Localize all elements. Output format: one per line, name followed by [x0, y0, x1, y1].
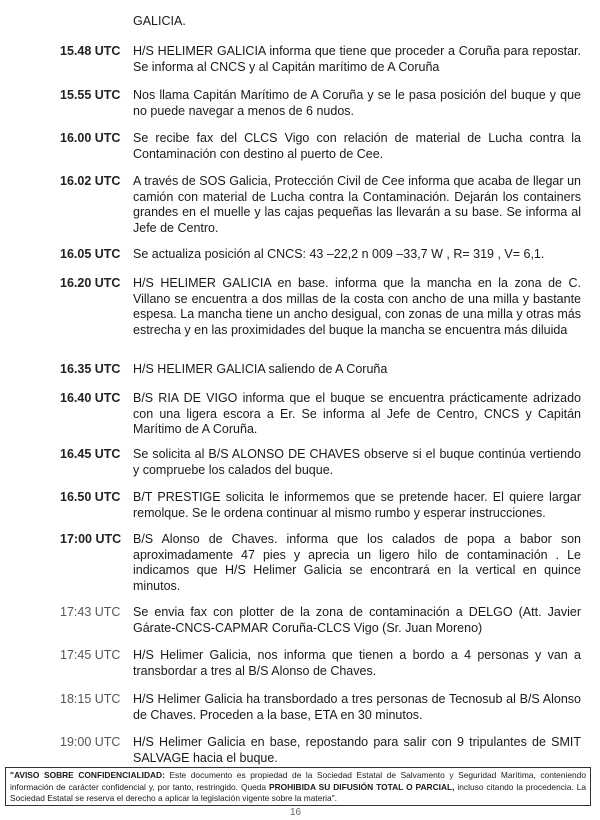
- entry-text: Se solicita al B/S ALONSO DE CHAVES observe si el buque continúa vertiendo y compruebe los calados del buque.: [133, 447, 581, 477]
- entry-time: 16.40 UTC: [60, 391, 121, 405]
- entry-time: 16.45 UTC: [60, 447, 121, 461]
- entry-text: Se envia fax con plotter de la zona de contaminación a DELGO (Att. Javier Gárate-CNCS-CAPMAR Coruña-CLCS Vigo (Sr. Juan Moreno): [133, 605, 581, 635]
- entry-time: 16.20 UTC: [60, 276, 121, 290]
- entry-text: B/S Alonso de Chaves. informa que los calados de popa a babor son aproximadamente 47 pies y aprecia un ligero hilo de contaminación . Le indicamos que H/S Helimer Galicia se encontrará en la vertical en quince minutos.: [133, 532, 581, 593]
- notice-tail: incluso citando la procedencia. La Sociedad Estatal se reserva el derecho a aplicar la legislación vigente sobre la materia".: [10, 781, 587, 803]
- entry-time: 19:00 UTC: [60, 735, 121, 749]
- page-number: 16: [290, 807, 302, 818]
- entry-text: Nos llama Capitán Marítimo de A Coruña y se le pasa posición del buque y que no puede navegar a menos de 6 nudos.: [133, 88, 581, 118]
- entry-time: 17:45 UTC: [60, 648, 121, 662]
- entry-time: 17:43 UTC: [60, 605, 121, 619]
- notice-body: Este documento es propiedad de la Sociedad Estatal de Salvamento y Seguridad Marítima, conteniendo información de carácter confidencial y, por tanto, restringido. Queda: [10, 770, 586, 792]
- entry-time: 15.48 UTC: [60, 44, 121, 58]
- entry-text: H/S Helimer Galicia en base, repostando para salir con 9 tripulantes de SMIT SALVAGE hacia el buque.: [133, 735, 581, 765]
- entry-time: 16.50 UTC: [60, 490, 121, 504]
- entry-text: Se actualiza posición al CNCS: 43 –22,2 n 009 –33,7 W , R= 319 , V= 6,1.: [133, 247, 545, 261]
- notice-label: "AVISO SOBRE CONFIDENCIALIDAD:: [10, 770, 165, 780]
- entry-time: 18:15 UTC: [60, 692, 121, 706]
- entry-text: H/S HELIMER GALICIA en base. informa que la mancha en la zona de C. Villano se encuentra a dos millas de la costa con ancho de una milla y bastante espesa. La mancha tiene un ancho desigual, con zonas de una milla y otras más estrecha y en las proximidades del buque la mancha se encuentra más diluida: [133, 276, 581, 337]
- entry-time: 16.05 UTC: [60, 247, 121, 261]
- entry-text: A través de SOS Galicia, Protección Civil de Cee informa que acaba de llegar un camión con material de Lucha contra la Contaminación. Dejarán los containers grandes en el muelle y las cajas pequeñas las llevarán a su base. Se informa al Jefe de Centro.: [133, 174, 581, 235]
- entry-time: 17:00 UTC: [60, 532, 122, 546]
- entry-time: 16.02 UTC: [60, 174, 121, 188]
- entry-time: 16.00 UTC: [60, 131, 121, 145]
- entry-time: 16.35 UTC: [60, 362, 121, 376]
- entry-text: H/S Helimer Galicia ha transbordado a tres personas de Tecnosub al B/S Alonso de Chaves. Proceden a la base, ETA en 30 minutos.: [133, 692, 581, 722]
- entry-text: B/S RIA DE VIGO informa que el buque se encuentra prácticamente adrizado con una ligera escora a Er. Se informa al Jefe de Centro, CNCS y Capitán Marítimo de A Coruña.: [133, 391, 581, 436]
- entry-text: H/S HELIMER GALICIA saliendo de A Coruña: [133, 362, 388, 376]
- lead-text: GALICIA.: [133, 14, 186, 28]
- notice-emphasis: PROHIBIDA SU DIFUSIÓN TOTAL O PARCIAL,: [269, 781, 455, 792]
- entry-text: Se recibe fax del CLCS Vigo con relación de material de Lucha contra la Contaminación con destino al puerto de Cee.: [133, 131, 581, 161]
- entry-text: B/T PRESTIGE solicita le informemos que se pretende hacer. El quiere largar remolque. Se le ordena continuar al mismo rumbo y esperar instrucciones.: [133, 490, 581, 520]
- entry-text: H/S HELIMER GALICIA informa que tiene que proceder a Coruña para repostar. Se informa al CNCS y al Capitán marítimo de A Coruña: [133, 44, 581, 74]
- entry-time: 15.55 UTC: [60, 88, 121, 102]
- entry-text: H/S Helimer Galicia, nos informa que tienen a bordo a 4 personas y van a transbordar a tres al B/S Alonso de Chaves.: [133, 648, 581, 678]
- confidentiality-notice: [5, 767, 591, 806]
